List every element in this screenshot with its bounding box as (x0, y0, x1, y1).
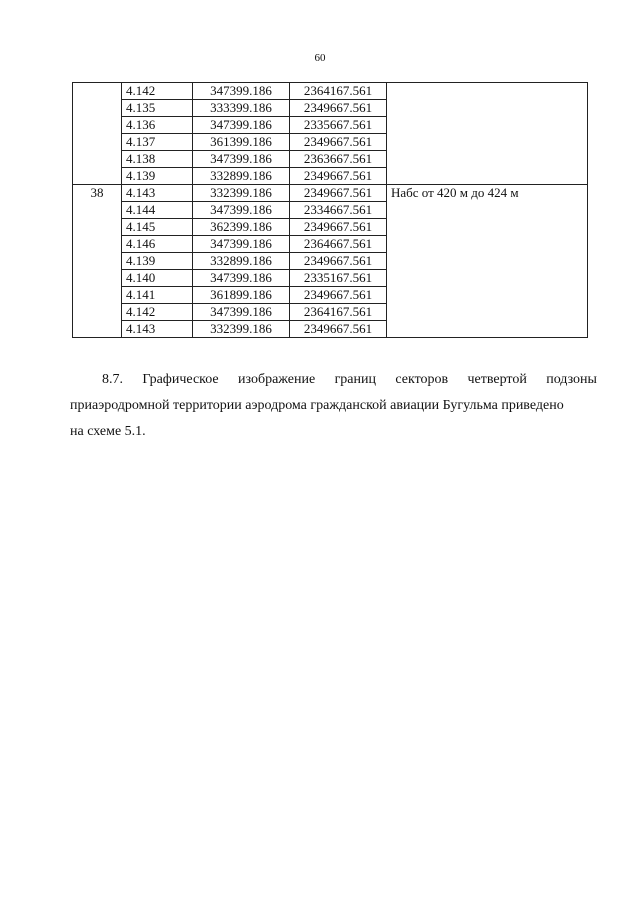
sector-number-cell: 38 (73, 185, 122, 338)
y-cell: 2349667.561 (290, 253, 387, 270)
y-cell: 2364167.561 (290, 304, 387, 321)
paragraph-line-text: приаэродромной территории аэродрома гражданской авиации Бугульма приведено (70, 398, 564, 413)
point-cell: 4.139 (122, 168, 193, 185)
paragraph-line-3 (70, 419, 597, 445)
coordinates-table (72, 82, 588, 338)
x-cell: 332899.186 (193, 253, 290, 270)
x-cell: 347399.186 (193, 151, 290, 168)
point-cell: 4.137 (122, 134, 193, 151)
sector-cell-empty (73, 83, 122, 185)
x-cell: 347399.186 (193, 83, 290, 100)
section-paragraph (70, 367, 597, 445)
height-cell-empty (387, 83, 588, 185)
paragraph-word: границ (334, 372, 376, 387)
point-cell: 4.138 (122, 151, 193, 168)
y-cell: 2349667.561 (290, 287, 387, 304)
point-cell: 4.141 (122, 287, 193, 304)
y-cell: 2335667.561 (290, 117, 387, 134)
y-cell: 2364167.561 (290, 83, 387, 100)
page-number: 60 (314, 52, 326, 64)
x-cell: 347399.186 (193, 202, 290, 219)
x-cell: 332399.186 (193, 321, 290, 338)
point-cell: 4.144 (122, 202, 193, 219)
point-cell: 4.135 (122, 100, 193, 117)
point-cell: 4.139 (122, 253, 193, 270)
y-cell: 2349667.561 (290, 100, 387, 117)
x-cell: 333399.186 (193, 100, 290, 117)
point-cell: 4.143 (122, 185, 193, 202)
x-cell: 362399.186 (193, 219, 290, 236)
x-cell: 347399.186 (193, 117, 290, 134)
paragraph-line-text: на схеме 5.1. (70, 424, 146, 439)
y-cell: 2349667.561 (290, 219, 387, 236)
x-cell: 347399.186 (193, 304, 290, 321)
paragraph-line-2 (70, 393, 597, 419)
x-cell: 332899.186 (193, 168, 290, 185)
paragraph-line-1 (102, 367, 597, 393)
paragraph-word: Графическое (142, 372, 219, 387)
table-row (73, 185, 588, 202)
point-cell: 4.146 (122, 236, 193, 253)
point-cell: 4.136 (122, 117, 193, 134)
y-cell: 2349667.561 (290, 321, 387, 338)
point-cell: 4.142 (122, 304, 193, 321)
x-cell: 361399.186 (193, 134, 290, 151)
y-cell: 2349667.561 (290, 168, 387, 185)
point-cell: 4.145 (122, 219, 193, 236)
paragraph-word: подзоны (546, 372, 597, 387)
point-cell: 4.142 (122, 83, 193, 100)
paragraph-word: четвертой (467, 372, 527, 387)
x-cell: 332399.186 (193, 185, 290, 202)
y-cell: 2349667.561 (290, 134, 387, 151)
point-cell: 4.140 (122, 270, 193, 287)
paragraph-word: 8.7. (102, 372, 123, 387)
table-row (73, 83, 588, 100)
paragraph-word: секторов (395, 372, 449, 387)
y-cell: 2363667.561 (290, 151, 387, 168)
x-cell: 347399.186 (193, 270, 290, 287)
x-cell: 347399.186 (193, 236, 290, 253)
y-cell: 2364667.561 (290, 236, 387, 253)
x-cell: 361899.186 (193, 287, 290, 304)
y-cell: 2349667.561 (290, 185, 387, 202)
paragraph-word: изображение (238, 372, 316, 387)
y-cell: 2334667.561 (290, 202, 387, 219)
y-cell: 2335167.561 (290, 270, 387, 287)
point-cell: 4.143 (122, 321, 193, 338)
height-range-cell: Набс от 420 м до 424 м (387, 185, 588, 338)
